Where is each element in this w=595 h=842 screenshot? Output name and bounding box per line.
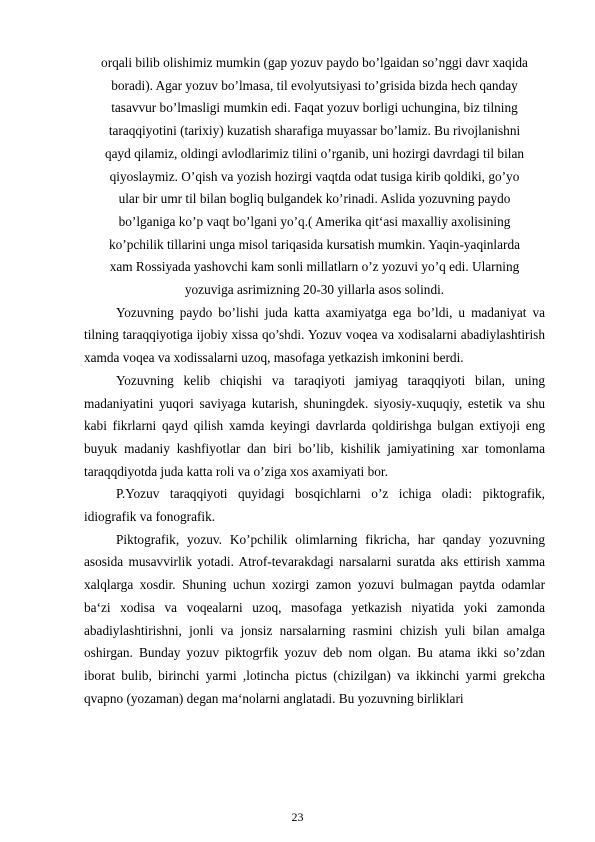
intro-line: tasavvur bo’lmasligi mumkin edi. Faqat yozuv borligi uchungina, biz tilning — [111, 100, 518, 116]
intro-line: taraqqiyotini (tarixiy) kuzatish sharafiga muyassar bo’lamiz. Bu rivojlanishni — [108, 123, 521, 139]
intro-line: yozuviga asrimizning 20-30 yillarla asos solindi. — [184, 282, 445, 298]
intro-line: ko’pchilik tillarini unga misol tariqasida kursatish mumkin. Yaqin-yaqinlarda — [108, 236, 521, 252]
paragraph-yozuv-ahamiyati: Yozuvning paydo bo’lishi juda katta axamiyatga ega bo’ldi, u madaniyat va tilning taraqqiyotiga ijobiy xissa qo’shdi. Yozuv voqea va xodisalarni abadiylashtirish xamda voqea va xodissalarni uzoq, masofaga yetkazish imkonini berdi. — [84, 304, 545, 366]
intro-line: qiyoslaymiz. O’qish va yozish hozirgi vaqtda odat tusiga kirib qoldiki, go’yo — [109, 168, 520, 184]
document-page — [84, 52, 545, 710]
intro-line: boradi). Agar yozuv bo’lmasa, til evolyutsiyasi to’grisida bizda hech qanday — [111, 77, 518, 93]
intro-line: xam Rossiyada yashovchi kam sonli millatlarn o’z yozuvi yo’q edi. Ularning — [109, 259, 520, 275]
intro-centered-block — [84, 52, 545, 302]
intro-line: bo’lganiga ko’p vaqt bo’lgani yo’q.( Amerika qit‘asi maxalliy axolisining — [118, 213, 511, 229]
intro-line: orqali bilib olishimiz mumkin (gap yozuv paydo bo’lgaidan so’nggi davr xaqida — [101, 55, 528, 70]
page-number: 23 — [291, 810, 304, 824]
intro-line: ular bir umr til bilan bogliq bulgandek ko’rinadi. Aslida yozuvning paydo — [118, 191, 511, 207]
paragraph-bosqichlar: P.Yozuv taraqqiyoti quyidagi bosqichlarni o’z ichiga oladi: piktografik, idiografik va fonografik. — [84, 486, 545, 525]
paragraph-yozuv-taraqqiyoti: Yozuvning kelib chiqishi va taraqiyoti jamiyag taraqqiyoti bilan, uning madaniyatini yuqori saviyaga kutarish, shuningdek. siyosiy-xuquqiy, estetik va shu kabi fikrlarni qayd qilish xamda keyingi davrlarda qoldirishga bulgan extiyoji eng buyuk madaniy kashfiyotlar dan biri bo’lib, kishilik jamiyatining xar tomonlama taraqqdiyotda juda katta roli va o’ziga xos axamiyati bor. — [84, 372, 545, 479]
paragraph-piktografik: Piktografik, yozuv. Ko’pchilik olimlarning fikricha, har qanday yozuvning asosida musavvirlik yotadi. Atrof-tevarakdagi narsalarni suratda aks ettirish xamma xalqlarga xosdir. Shuning uchun xozirgi zamon yozuvi bulmagan paytda odamlar ba‘zi xodisa va voqealarni uzoq, masofaga yetkazish niyatida yoki zamonda abadiylashtirishni, jonli va jonsiz narsalarning rasmini chizish yuli bilan amalga oshirgan. Bunday yozuv piktogrfik yozuv deb nom olgan. Bu atama ikki so’zdan iborat bulib, birinchi yarmi ,lotincha pictus (chizilgan) va ikkinchi yarmi grekcha qvapno (yozaman) degan ma‘nolarni anglatadi. Bu yozuvning birliklari — [84, 531, 545, 706]
intro-line: qayd qilamiz, oldingi avlodlarimiz tilini o’rganib, uni hozirgi davrdagi til bilan — [104, 145, 525, 161]
